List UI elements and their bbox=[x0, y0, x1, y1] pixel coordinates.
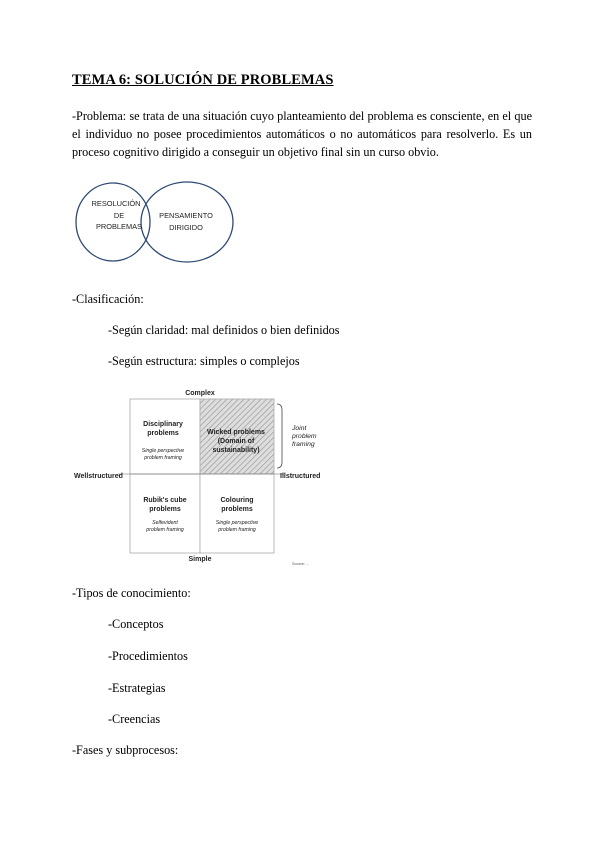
tipos-item-4: -Creencias bbox=[108, 712, 161, 726]
quadrant-top-left-title-1: Disciplinary bbox=[143, 421, 183, 428]
problem-matrix bbox=[70, 386, 340, 568]
venn-diagram bbox=[72, 172, 242, 272]
quadrant-bottom-left-box bbox=[130, 474, 200, 553]
venn-right-label-2: DIRIGIDO bbox=[169, 223, 203, 232]
venn-left-label-1: RESOLUCIÓN bbox=[91, 199, 141, 208]
page-title: TEMA 6: SOLUCIÓN DE PROBLEMAS bbox=[72, 72, 334, 88]
quadrant-top-left-sub-2: problem framing bbox=[144, 455, 182, 461]
quadrant-top-right-title-1: Wicked problems bbox=[207, 429, 265, 436]
figure-source: Source: ... bbox=[292, 562, 310, 566]
venn-right-circle bbox=[141, 182, 233, 262]
quadrant-bottom-right-sub-1: Single perspective bbox=[215, 520, 259, 526]
venn-right-label-1: PENSAMIENTO bbox=[159, 211, 213, 220]
axis-label-left: Wellstructured bbox=[74, 473, 123, 480]
side-note-1: Joint bbox=[292, 425, 307, 432]
fases-heading: -Fases y subprocesos: bbox=[72, 743, 179, 757]
quadrant-top-right-title-2: (Domain of bbox=[217, 438, 255, 445]
axis-label-right: Illstructured bbox=[280, 473, 321, 480]
quadrant-bottom-right-title-1: Colouring bbox=[220, 497, 254, 504]
tipos-item-3: -Estrategias bbox=[108, 681, 166, 695]
venn-left-label-3: PROBLEMAS bbox=[95, 222, 143, 231]
quadrant-top-left-sub-1: Single perspective bbox=[141, 448, 185, 454]
quadrant-bottom-left-title-2: problems bbox=[149, 506, 181, 513]
quadrant-bottom-left-title-1: Rubik's cube bbox=[143, 497, 187, 504]
axis-label-bottom: Simple bbox=[188, 556, 212, 563]
venn-left-label-2: DE bbox=[113, 211, 125, 220]
quadrant-top-right-title-3: sustainability) bbox=[212, 447, 260, 454]
side-note-2: problem bbox=[292, 433, 317, 440]
quadrant-top-left-title-2: problems bbox=[147, 430, 179, 437]
quadrant-bottom-right-sub-2: problem framing bbox=[218, 527, 256, 533]
tipos-item-1: -Conceptos bbox=[108, 617, 164, 631]
intro-paragraph: -Problema: se trata de una situación cuyo planteamiento del problema es consciente, en el que el individuo no posee procedimientos automáticos o no automáticos para resolverlo. Es un proceso cognitivo dirigido a conseguir un objetivo final sin un curso obvio. bbox=[72, 109, 532, 159]
clasificacion-item-2: -Según estructura: simples o complejos bbox=[108, 354, 300, 368]
quadrant-bottom-left-sub-2: problem framing bbox=[146, 527, 184, 533]
joint-framing-bracket bbox=[277, 404, 282, 468]
side-note-3: framing bbox=[292, 441, 315, 448]
clasificacion-item-1: -Según claridad: mal definidos o bien definidos bbox=[108, 323, 340, 337]
clasificacion-heading: -Clasificación: bbox=[72, 292, 144, 306]
tipos-item-2: -Procedimientos bbox=[108, 649, 188, 663]
quadrant-bottom-right-box bbox=[200, 474, 274, 553]
quadrant-bottom-right-title-2: problems bbox=[221, 506, 253, 513]
tipos-heading: -Tipos de conocimiento: bbox=[72, 586, 191, 600]
axis-label-top: Complex bbox=[185, 390, 215, 397]
quadrant-bottom-left-sub-1: Selfevident bbox=[152, 520, 178, 526]
quadrant-top-right-box bbox=[200, 399, 274, 474]
